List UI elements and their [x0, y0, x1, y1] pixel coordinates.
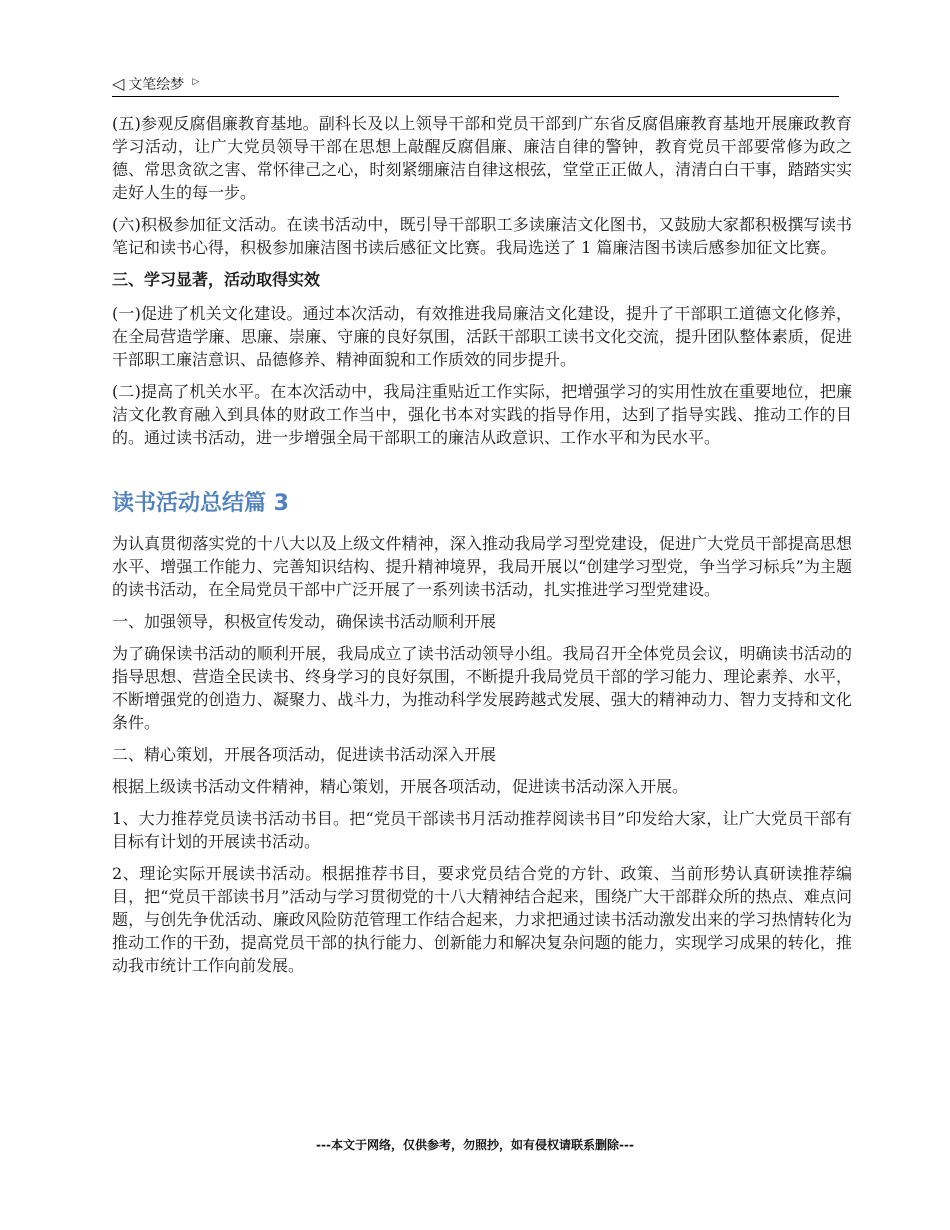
paragraph: 1、大力推荐党员读书活动书目。把“党员干部读书月活动推荐阅读书目”印发给大家，让广大党员干部有目标有计划的开展读书活动。 — [112, 809, 852, 851]
paragraph: (一)促进了机关文化建设。通过本次活动，有效推进我局廉洁文化建设，提升了干部职工道德文化修养，在全局营造学廉、思廉、崇廉、守廉的良好氛围，活跃干部职工读书文化交流，提升团队整体素质，促进干部职工廉洁意识、品德修养、精神面貌和工作质效的同步提升。 — [112, 304, 852, 369]
paragraph: 二、精心策划，开展各项活动，促进读书活动深入开展 — [112, 745, 497, 764]
paragraph: (五)参观反腐倡廉教育基地。副科长及以上领导干部和党员干部到广东省反腐倡廉教育基地开展廉政教育学习活动，让广大党员领导干部在思想上敲醒反腐倡廉、廉洁自律的警钟，教育党员干部要常修为政之德、常思贪欲之害、常怀律己之心，时刻紧绷廉洁自律这根弦，堂堂正正做人，清清白白干事，踏踏实实走好人生的每一步。 — [112, 114, 852, 202]
page-header — [112, 72, 839, 97]
article-title: 读书活动总结篇 3 — [112, 491, 289, 516]
header-title: 文笔绘梦 — [128, 77, 185, 93]
paragraph: 为了确保读书活动的顺利开展，我局成立了读书活动领导小组。我局召开全体党员会议，明确读书活动的指导思想、营造全民读书、终身学习的良好氛围，不断提升我局党员干部的学习能力、理论素养、水平，不断增强党的创造力、凝聚力、战斗力，为推动科学发展跨越式发展、强大的精神动力、智力支持和文化条件。 — [112, 644, 852, 732]
paragraph: 2、理论实际开展读书活动。根据推荐书目，要求党员结合党的方针、政策、当前形势认真研读推荐编目，把“党员干部读书月”活动与学习贯彻党的十八大精神结合起来，围绕广大干部群众所的热点、难点问题，与创先争优活动、廉政风险防范管理工作结合起来，力求把通过读书活动激发出来的学习热情转化为推动工作的干劲，提高党员干部的执行能力、创新能力和解决复杂问题的能力，实现学习成果的转化，推动我市统计工作向前发展。 — [112, 864, 852, 975]
paragraph: 为认真贯彻落实党的十八大以及上级文件精神，深入推动我局学习型党建设，促进广大党员干部提高思想水平、增强工作能力、完善知识结构、提升精神境界，我局开展以“创建学习型党，争当学习标兵”为主题的读书活动，在全局党员干部中广泛开展了一系列读书活动，扎实推进学习型党建设。 — [112, 534, 852, 599]
paragraph: 一、加强领导，积极宣传发动，确保读书活动顺利开展 — [112, 612, 497, 631]
page-footer: ---本文于网络，仅供参考，勿照抄，如有侵权请联系删除--- — [316, 1138, 634, 1152]
triangle-left-icon: ◁ — [112, 74, 125, 93]
paragraph: (六)积极参加征文活动。在读书活动中，既引导干部职工多读廉洁文化图书，又鼓励大家都积极撰写读书笔记和读书心得，积极参加廉洁图书读后感征文比赛。我局选送了 1 篇廉洁图书读后感参加征文比赛。 — [112, 215, 852, 257]
section-heading: 三、学习显著，活动取得实效 — [112, 270, 321, 289]
document-body — [112, 112, 852, 986]
triangle-right-icon: ▷ — [192, 77, 200, 87]
paragraph: (二)提高了机关水平。在本次活动中，我局注重贴近工作实际，把增强学习的实用性放在重要地位，把廉洁文化教育融入到具体的财政工作当中，强化书本对实践的指导作用，达到了指导实践、推动工作的目的。通过读书活动，进一步增强全局干部职工的廉洁从政意识、工作水平和为民水平。 — [112, 382, 852, 447]
paragraph: 根据上级读书活动文件精神，精心策划，开展各项活动，促进读书活动深入开展。 — [112, 777, 689, 796]
